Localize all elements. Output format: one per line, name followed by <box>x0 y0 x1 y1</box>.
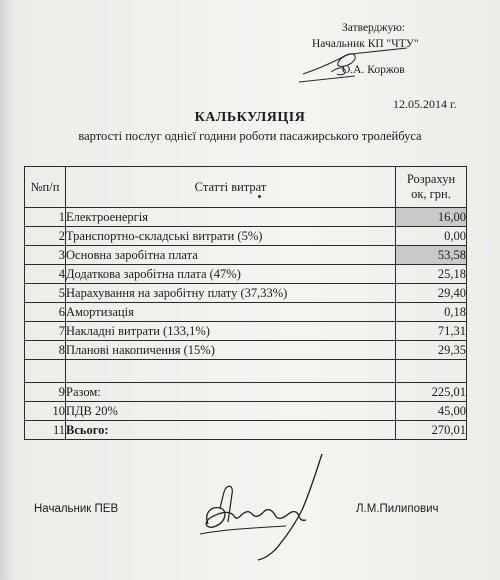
cost-table <box>24 166 467 440</box>
header-item: Статті витрат <box>66 167 396 208</box>
row-num: 6 <box>25 303 66 322</box>
table-row <box>25 227 467 246</box>
footer-position: Начальник ПЕВ <box>34 503 119 515</box>
table-row <box>25 303 467 322</box>
header-amount-line2: ок, грн. <box>411 187 451 201</box>
row-item: Транспортно-складські витрати (5%) <box>66 227 396 246</box>
row-item: Всього: <box>66 421 396 440</box>
row-amount: 71,31 <box>396 322 467 341</box>
row-item: ПДВ 20% <box>66 402 396 421</box>
document-date: 12.05.2014 г. <box>393 97 457 111</box>
row-item: Основна заробітна плата <box>66 246 396 265</box>
approval-position: Начальник КП "ЧТУ" <box>312 38 419 50</box>
header-num: №п/п <box>25 167 66 208</box>
row-num: 2 <box>25 227 66 246</box>
row-item: Додаткова заробітна плата (47%) <box>66 265 396 284</box>
row-num: 7 <box>25 322 66 341</box>
row-amount: 53,58 <box>396 246 467 265</box>
table-row <box>25 402 467 421</box>
row-num: 3 <box>25 246 66 265</box>
row-amount: 225,01 <box>396 383 467 402</box>
row-amount: 45,00 <box>396 402 467 421</box>
head-signature <box>190 452 340 562</box>
row-amount: 29,35 <box>396 341 467 360</box>
header-amount <box>396 167 467 208</box>
table-row <box>25 383 467 402</box>
approval-name: О.А. Коржов <box>342 64 405 76</box>
row-amount: 0,18 <box>396 303 467 322</box>
table-row <box>25 341 467 360</box>
row-num: 8 <box>25 341 66 360</box>
table-spacer-row <box>25 360 467 383</box>
header-amount-line1: Розрахун <box>406 172 456 186</box>
row-item: Накладні витрати (133,1%) <box>66 322 396 341</box>
row-num: 5 <box>25 284 66 303</box>
row-num: 11 <box>25 421 66 440</box>
table-header-row <box>25 167 467 208</box>
row-amount: 270,01 <box>396 421 467 440</box>
table-row <box>25 284 467 303</box>
row-num: 9 <box>25 383 66 402</box>
row-item: Електроенергія <box>66 208 396 227</box>
footer-name: Л.М.Пилипович <box>356 503 439 515</box>
approval-signature <box>295 44 415 86</box>
table-row <box>25 246 467 265</box>
row-amount: 0,00 <box>396 227 467 246</box>
row-num: 4 <box>25 265 66 284</box>
row-num: 10 <box>25 402 66 421</box>
document-subtitle: вартості послуг однієї години роботи пасажирського тролейбуса <box>78 129 422 143</box>
document-title: КАЛЬКУЛЯЦІЯ <box>194 110 306 125</box>
row-num: 1 <box>25 208 66 227</box>
row-item: Планові накопичення (15%) <box>66 341 396 360</box>
table-row <box>25 265 467 284</box>
row-item: Разом: <box>66 383 396 402</box>
row-amount: 16,00 <box>396 208 467 227</box>
approval-heading: Затверджую: <box>342 22 405 34</box>
table-row <box>25 322 467 341</box>
table-row-total <box>25 421 467 440</box>
row-item: Амортизація <box>66 303 396 322</box>
row-amount: 25,18 <box>396 265 467 284</box>
row-amount: 29,40 <box>396 284 467 303</box>
row-item: Нарахування на заробітну плату (37,33%) <box>66 284 396 303</box>
table-row <box>25 208 467 227</box>
